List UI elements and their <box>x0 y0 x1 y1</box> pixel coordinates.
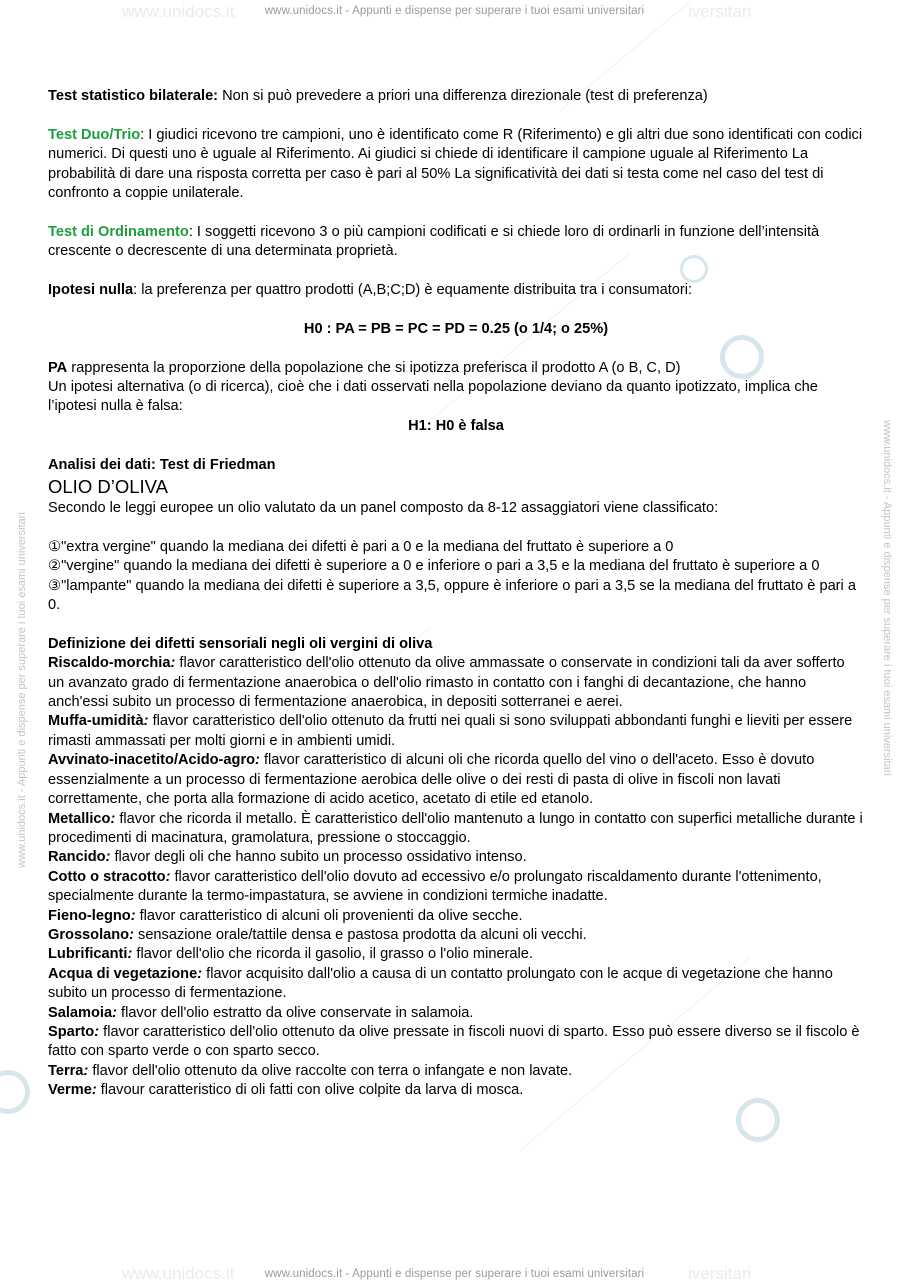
header-watermark: www.unidocs.it - Appunti e dispense per superare i tuoi esami universitari <box>264 5 645 17</box>
defect-term: Cotto o stracotto <box>48 868 166 885</box>
defect-item <box>48 926 864 945</box>
defect-term: Grossolano <box>48 926 130 943</box>
document-body <box>48 87 864 1101</box>
defect-item <box>48 945 864 964</box>
defect-text: flavor acquisito dall'olio a causa di un contatto prolungato con le acque di vegetazione che hanno subito un processo di fermentazione. <box>48 965 833 1002</box>
defect-colon: : <box>255 752 260 769</box>
side-watermark-left: www.unidocs.it - Appunti e dispense per superare i tuoi esami universitari <box>16 512 28 868</box>
defect-text: flavor caratteristico dell'olio ottenuto da olive pressate in fiscoli nuovi di sparto. Esso può essere diverso se il fiscolo è fatto con sparto verde o con sparto secco. <box>48 1023 860 1060</box>
defect-term: Muffa-umidità <box>48 713 144 730</box>
formula-h1 <box>48 417 864 436</box>
defect-term: Terra <box>48 1062 84 1079</box>
defect-item <box>48 907 864 926</box>
defect-item <box>48 810 864 849</box>
classification-item: ①"extra vergine" quando la mediana dei difetti è pari a 0 e la mediana del fruttato è superiore a 0 <box>48 538 674 555</box>
unidocs-logo-icon <box>736 1098 780 1142</box>
defect-colon: : <box>129 926 134 943</box>
defect-item <box>48 1062 864 1081</box>
paragraph-bilaterale <box>48 87 864 106</box>
text-ordinamento: : I soggetti ricevono 3 o più campioni codificati e si chiede loro di ordinarli in funzione dell’intensità crescente o decrescente di una determinata proprietà. <box>48 223 820 260</box>
defect-text: flavor dell'olio che ricorda il gasolio, il grasso o l'olio minerale. <box>132 946 533 963</box>
defect-colon: : <box>165 868 171 885</box>
classification-item: ③"lampante" quando la mediana dei difetti è superiore a 3,5, oppure è inferiore o pari a 3,5 se la mediana del fruttato è pari a 0. <box>48 577 856 614</box>
heading-difetti <box>48 635 864 654</box>
defect-item <box>48 868 864 907</box>
defect-colon: : <box>170 655 176 672</box>
defect-colon: : <box>197 965 203 982</box>
defect-item <box>48 1081 864 1100</box>
defect-colon: : <box>127 946 133 963</box>
text-ipotesi: : la preferenza per quattro prodotti (A,B;C;D) è equamente distribuita tra i consumatori: <box>133 282 693 299</box>
defect-text: flavor caratteristico di alcuni oli provenienti da olive secche. <box>135 907 523 924</box>
ghost-watermark-bottom-right: iversitari <box>688 1264 752 1283</box>
term-ipotesi: Ipotesi nulla <box>48 282 134 299</box>
term-ordinamento: Test di Ordinamento <box>48 223 189 240</box>
side-watermark-right: www.unidocs.it - Appunti e dispense per superare i tuoi esami universitari <box>881 420 893 776</box>
heading-analisi <box>48 456 864 475</box>
formula-h1-text: H1: H0 è falsa <box>408 417 504 434</box>
defect-term: Lubrificanti <box>48 946 128 963</box>
unidocs-logo-icon <box>0 1070 30 1114</box>
term-bilaterale: Test statistico bilaterale: <box>48 88 219 104</box>
defect-text: flavor degli oli che hanno subito un processo ossidativo intenso. <box>110 849 527 866</box>
defect-colon: : <box>130 907 136 924</box>
text-duotrio: : I giudici ricevono tre campioni, uno è identificato come R (Riferimento) e gli altri due sono identificati con codici numerici. Di questi uno è uguale al Riferimento. Ai giudici si chiede di identificare il campione uguale al Riferimento La probabilità di dare una risposta corretta per caso è pari al 50% La significatività dei dati si testa come nel caso del test di confronto a coppie unilaterale. <box>48 126 863 202</box>
defect-term: Sparto <box>48 1023 95 1040</box>
defect-item <box>48 848 864 867</box>
heading-analisi-text: Analisi dei dati: Test di Friedman <box>48 456 276 473</box>
defect-colon: : <box>83 1062 89 1079</box>
paragraph-ordinamento <box>48 223 864 262</box>
defect-item <box>48 654 864 712</box>
defect-item <box>48 712 864 751</box>
footer-watermark: www.unidocs.it - Appunti e dispense per superare i tuoi esami universitari <box>264 1268 645 1280</box>
defect-text: flavor caratteristico dell'olio ottenuto da olive ammassate o conservate in condizioni tali da aver sofferto un avanzato grado di fermentazione anaerobica o dell'olio rimasto in contatto con i fanghi di decantazione, che hanno anch'essi subito un processo di fermentazione anaerobica, in depositi sotterranei e aerei. <box>48 655 845 711</box>
defect-text: sensazione orale/tattile densa e pastosa prodotta da alcuni oli vecchi. <box>133 926 587 943</box>
defect-colon: : <box>94 1023 100 1040</box>
paragraph-alternativa: Un ipotesi alternativa (o di ricerca), cioè che i dati osservati nella popolazione deviano da quanto ipotizzato, implica che l’ipotesi nulla è falsa: <box>48 379 818 415</box>
defect-text: flavor dell'olio ottenuto da olive raccolte con terra o infangate e non lavate. <box>88 1062 573 1079</box>
defect-text: flavour caratteristico di oli fatti con olive colpite da larva di mosca. <box>96 1082 524 1099</box>
defect-item <box>48 965 864 1004</box>
term-duotrio: Test Duo/Trio <box>48 126 141 143</box>
defect-term: Fieno-legno <box>48 907 131 924</box>
defect-text: flavor caratteristico dell'olio ottenuto da frutti nei quali si sono sviluppati abbondanti funghi e lieviti per essere rimasti ammassati per molti giorni e in ambienti umidi. <box>48 713 853 749</box>
ghost-watermark-top-right: iversitari <box>688 2 752 21</box>
defect-term: Metallico <box>48 810 111 827</box>
defect-colon: : <box>105 849 111 866</box>
defect-term: Rancido <box>48 849 106 866</box>
classification-item: ②"vergine" quando la mediana dei difetti è superiore a 0 e inferiore o pari a 3,5 e la mediana del fruttato è superiore a 0 <box>48 558 820 575</box>
paragraph-duotrio <box>48 126 864 204</box>
ghost-watermark-top-left: www.unidocs.it <box>122 2 235 21</box>
defect-colon: : <box>91 1082 97 1099</box>
heading-difetti-text: Definizione dei difetti sensoriali negli oli vergini di oliva <box>48 635 433 652</box>
formula-h0-text: H0 : PA = PB = PC = PD = 0.25 (o 1/4; o 25%) <box>303 320 609 337</box>
defect-text: flavor che ricorda il metallo. È caratteristico dell'olio mantenuto a lungo in contatto con superfici metalliche durante i procedimenti di macinatura, gramolatura, pressione o stoccaggio. <box>48 810 863 846</box>
text-bilaterale: Non si può prevedere a priori una differenza direzionale (test di preferenza) <box>218 88 708 104</box>
defect-item <box>48 751 864 809</box>
paragraph-ipotesi <box>48 281 864 300</box>
defect-item <box>48 1023 864 1062</box>
defect-colon: : <box>112 1004 117 1021</box>
defect-term: Salamoia <box>48 1004 113 1021</box>
term-pa: PA <box>48 359 68 376</box>
defect-text: flavor caratteristico dell'olio dovuto ad eccessivo e/o prolungato riscaldamento durante l'ottenimento, specialmente durante la termo-impastatura, se avviene in condizioni termiche inadatte. <box>48 868 822 905</box>
text-pa: rappresenta la proporzione della popolazione che si ipotizza preferisca il prodotto A (o B, C, D) <box>67 359 681 376</box>
section-title-olio: OLIO D’OLIVA <box>48 476 168 498</box>
defect-term: Acqua di vegetazione <box>48 965 198 982</box>
defect-colon: : <box>143 713 149 730</box>
defect-text: flavor dell'olio estratto da olive conservate in salamoia. <box>116 1004 474 1021</box>
defect-text: flavor caratteristico di alcuni oli che ricorda quello del vino o dell'aceto. Esso è dovuto essenzialmente a un processo di fermentazione aerobica delle olive o dei resti di pasta di olive in fiscoli non lavati correttamente, che porta alla formazione di acido acetico, acetato di etile ed etanolo. <box>48 752 815 808</box>
defect-colon: : <box>110 810 116 827</box>
paragraph-pa <box>48 359 864 378</box>
ghost-watermark-bottom-left: www.unidocs.it <box>122 1264 235 1283</box>
defect-term: Riscaldo-morchia <box>48 655 171 672</box>
formula-h0 <box>48 320 864 339</box>
paragraph-olio-intro: Secondo le leggi europee un olio valutato da un panel composto da 8-12 assaggiatori viene classificato: <box>48 500 719 517</box>
defect-item <box>48 1004 864 1023</box>
defect-term: Verme <box>48 1082 92 1099</box>
defect-term: Avvinato-inacetito/Acido-agro <box>48 752 256 769</box>
